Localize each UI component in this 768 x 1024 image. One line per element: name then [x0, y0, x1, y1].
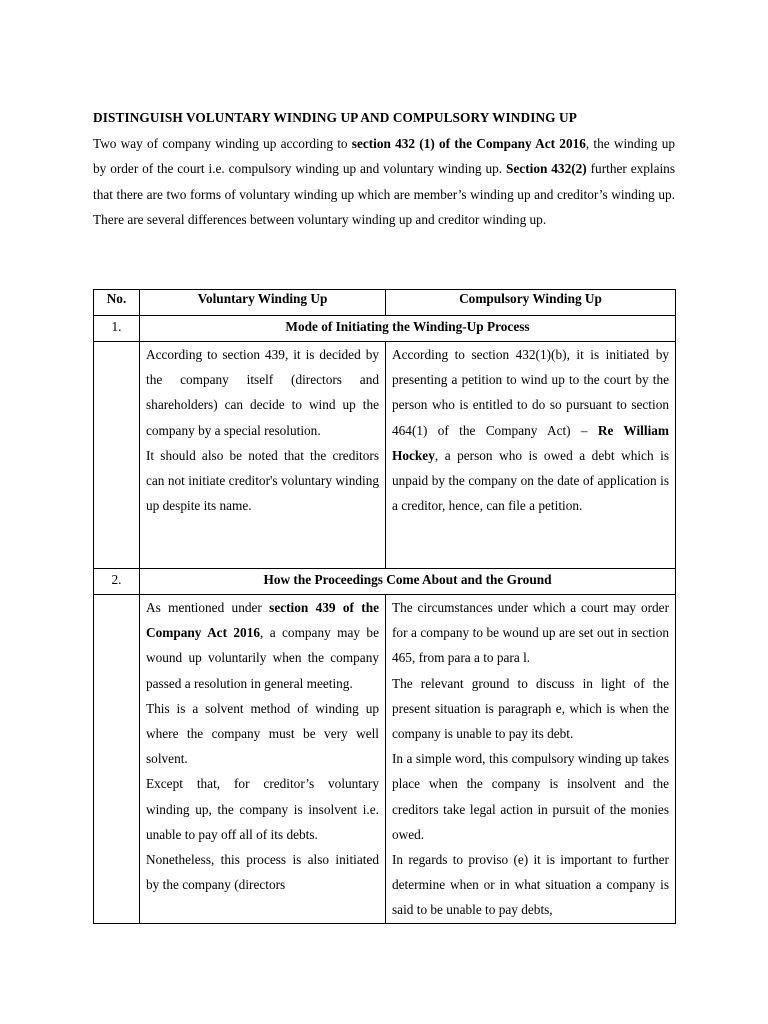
compulsory-text: According to section 432(1)(b), it is initiated by presenting a petition to wind up to the court by the person who is entitled to do so pursuant to section 464(1) of the Company Act) – — [392, 347, 669, 438]
intro-text-3: further explains that there are two forms of voluntary winding up which are member’s winding up and creditor’s winding up. There are several differences between voluntary winding up and creditor winding up. — [93, 161, 676, 227]
compulsory-cell — [386, 342, 676, 569]
section-number: 1. — [94, 316, 140, 342]
comparison-table — [93, 289, 676, 924]
voluntary-cell — [140, 342, 386, 569]
header-compulsory: Compulsory Winding Up — [386, 290, 676, 316]
compulsory-paragraph: In regards to proviso (e) it is important to further determine when or in what situation a company is said to be unable to pay debts, — [392, 852, 669, 918]
intro-bold-section-432-2: Section 432(2) — [506, 161, 587, 177]
section-row-2 — [94, 569, 676, 595]
compulsory-cell — [386, 595, 676, 924]
voluntary-paragraph: This is a solvent method of winding up where the company must be very well solvent. — [146, 700, 379, 767]
empty-number-cell — [94, 342, 140, 569]
voluntary-text: , a company may be wound up voluntarily when the company passed a resolution in general meeting. — [146, 625, 379, 691]
section-heading: How the Proceedings Come About and the Ground — [140, 569, 676, 595]
document-title: DISTINGUISH VOLUNTARY WINDING UP AND COMPULSORY WINDING UP — [93, 110, 577, 125]
empty-number-cell — [94, 595, 140, 924]
compulsory-paragraph: The relevant ground to discuss in light of the present situation is paragraph e, which is when the company is unable to pay its debt. — [392, 675, 669, 742]
compulsory-paragraph: In a simple word, this compulsory winding up takes place when the company is insolvent and the creditors take legal action in pursuit of the monies owed. — [392, 751, 669, 842]
voluntary-paragraph: According to section 439, it is decided by the company itself (directors and shareholders) can decide to wind up the company by a special resolution. — [146, 347, 379, 438]
voluntary-paragraph — [146, 595, 379, 696]
header-no: No. — [94, 290, 140, 316]
case-name: Re William Hockey — [392, 422, 669, 463]
statute-reference: section 439 of the Company Act 2016 — [146, 600, 379, 641]
document-page — [93, 108, 676, 918]
section-number: 2. — [94, 569, 140, 595]
intro-text-2: , the winding up by order of the court i.e. compulsory winding up and voluntary winding up. — [93, 136, 675, 177]
section-heading: Mode of Initiating the Winding-Up Process — [140, 316, 676, 342]
compulsory-paragraph: The circumstances under which a court may order for a company to be wound up are set out in section 465, from para a to para l. — [392, 600, 669, 666]
table-header-row — [94, 290, 676, 316]
intro-paragraph — [93, 131, 675, 232]
voluntary-paragraph: It should also be noted that the creditors can not initiate creditor's voluntary winding up despite its name. — [146, 447, 379, 514]
header-voluntary: Voluntary Winding Up — [140, 290, 386, 316]
voluntary-paragraph: Nonetheless, this process is also initiated by the company (directors — [146, 852, 379, 893]
voluntary-cell — [140, 595, 386, 924]
compulsory-text: , a person who is owed a debt which is unpaid by the company on the date of application is a creditor, hence, can file a petition. — [392, 447, 669, 514]
table-row — [94, 342, 676, 569]
intro-bold-section-432-1: section 432 (1) of the Company Act 2016 — [351, 136, 586, 151]
section-row-1 — [94, 316, 676, 342]
compulsory-paragraph — [392, 342, 669, 518]
table-row — [94, 595, 676, 924]
intro-text-1: Two way of company winding up according to — [93, 136, 352, 151]
voluntary-paragraph: Except that, for creditor’s voluntary winding up, the company is insolvent i.e. unable to pay off all of its debts. — [146, 776, 379, 842]
voluntary-text: As mentioned under — [146, 600, 270, 615]
